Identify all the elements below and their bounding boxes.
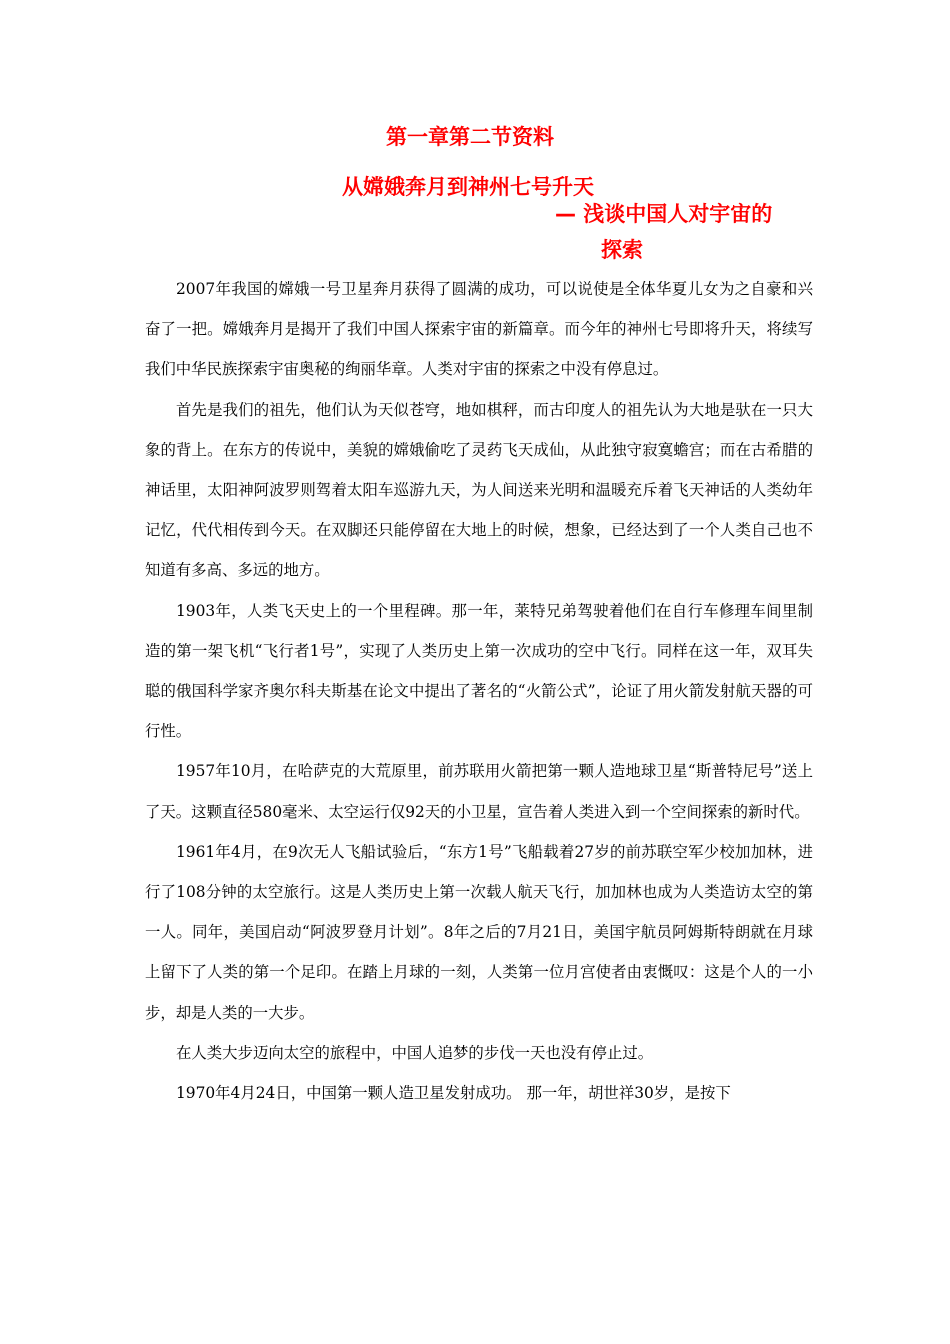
paragraph: 1970年4月24日，中国第一颗人造卫星发射成功。 那一年，胡世祥30岁，是按下 bbox=[176, 1084, 731, 1103]
document-subtitle: 从嫦娥奔月到神州七号升天 bbox=[342, 175, 594, 199]
paragraph: 首先是我们的祖先，他们认为天似苍穹，地如棋秤，而古印度人的祖先认为大地是驮在一只大象的背上。在东方的传说中，美貌的嫦娥偷吃了灵药飞天成仙，从此独守寂寞蟾宫；而在古希腊的神话里，太阳神阿波罗则驾着太阳车巡游九天，为人间送来光明和温暖充斥着飞天神话的人类幼年记忆，代代相传到今天。在双脚还只能停留在大地上的时候，想象，已经达到了一个人类自己也不知道有多高、多远的地方。 bbox=[145, 400, 813, 580]
paragraph: 1903年，人类飞天史上的一个里程碑。那一年，莱特兄弟驾驶着他们在自行车修理车间里制造的第一架飞机“飞行者1号”，实现了人类历史上第一次成功的空中飞行。同样在这一年，双耳失聪的俄国科学家齐奥尔科夫斯基在论文中提出了著名的“火箭公式”，论证了用火箭发射航天器的可行性。 bbox=[145, 601, 813, 741]
paragraph: 1957年10月，在哈萨克的大荒原里，前苏联用火箭把第一颗人造地球卫星“斯普特尼号”送上了天。这颗直径580毫米、太空运行仅92天的小卫星，宣告着人类进入到一个空间探索的新时代。 bbox=[145, 762, 813, 821]
document-subheading-line-1: — 浅谈中国人对宇宙的 bbox=[555, 202, 773, 226]
paragraph: 在人类大步迈向太空的旅程中，中国人追梦的步伐一天也没有停止过。 bbox=[176, 1043, 654, 1062]
document-title: 第一章第二节资料 bbox=[386, 125, 554, 149]
paragraph: 1961年4月，在9次无人飞船试验后，“东方1号”飞船载着27岁的前苏联空军少校加加林，进行了108分钟的太空旅行。这是人类历史上第一次载人航天飞行，加加林也成为人类造访太空的第一人。同年，美国启动“阿波罗登月计划”。8年之后的7月21日，美国宇航员阿姆斯特朗就在月球上留下了人类的第一个足印。在踏上月球的一刻，人类第一位月宫使者由衷慨叹：这是个人的一小步，却是人类的一大步。 bbox=[145, 842, 813, 1022]
document-subheading-line-2: 探索 bbox=[601, 238, 643, 262]
paragraph: 2007年我国的嫦娥一号卫星奔月获得了圆满的成功，可以说使是全体华夏儿女为之自豪和兴奋了一把。嫦娥奔月是揭开了我们中国人探索宇宙的新篇章。而今年的神州七号即将升天，将续写我们中华民族探索宇宙奥秘的绚丽华章。人类对宇宙的探索之中没有停息过。 bbox=[145, 280, 813, 379]
document-body bbox=[145, 269, 813, 1113]
